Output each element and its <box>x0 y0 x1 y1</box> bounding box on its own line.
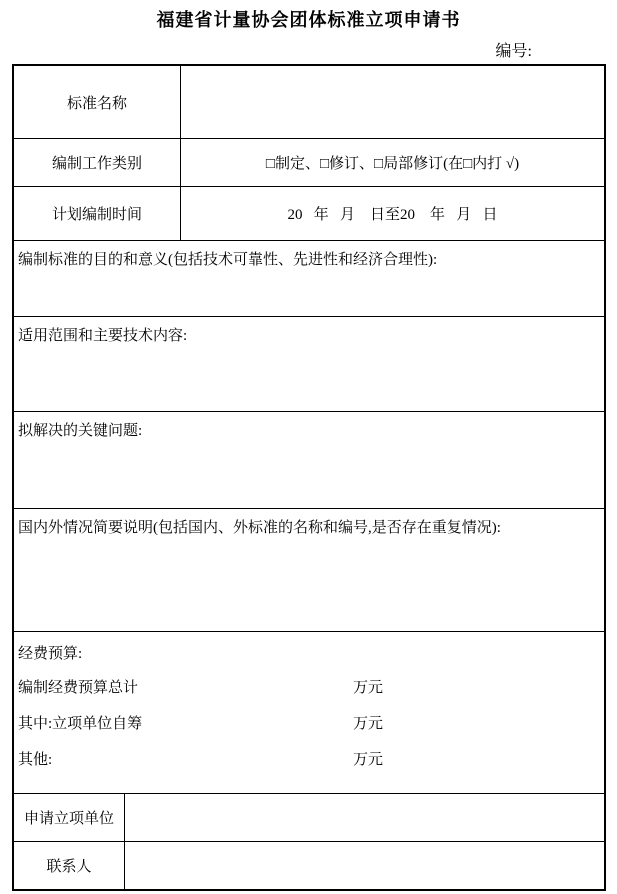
budget-total-unit: 万元 <box>353 680 384 696</box>
row-key-issues <box>14 412 604 509</box>
scope-field[interactable] <box>14 317 604 411</box>
contact-person-field[interactable] <box>125 842 604 889</box>
situation-label: 国内外情况简要说明(包括国内、外标准的名称和编号,是否存在重复情况): <box>18 520 501 536</box>
budget-other-unit: 万元 <box>353 752 384 768</box>
budget-other-label: 其他: <box>18 752 53 768</box>
budget-header: 经费预算: <box>18 646 83 662</box>
row-applicant-unit <box>14 794 604 842</box>
row-contact-person <box>14 842 604 889</box>
key-issues-field[interactable] <box>14 412 604 508</box>
applicant-unit-field[interactable] <box>125 794 604 841</box>
work-type-label: 编制工作类别 <box>14 139 181 186</box>
page-title: 福建省计量协会团体标准立项申请书 <box>156 10 461 30</box>
budget-self-raised-unit: 万元 <box>353 716 384 732</box>
budget-line-other[interactable] <box>18 742 596 778</box>
number-label: 编号: <box>495 43 532 60</box>
row-scope <box>14 317 604 412</box>
purpose-field[interactable] <box>14 241 604 316</box>
budget-total-label: 编制经费预算总计 <box>18 680 139 696</box>
plan-time-label: 计划编制时间 <box>14 187 181 240</box>
budget-field[interactable] <box>14 632 604 793</box>
purpose-label: 编制标准的目的和意义(包括技术可靠性、先进性和经济合理性): <box>18 252 438 268</box>
row-standard-name <box>14 66 604 139</box>
row-purpose <box>14 241 604 317</box>
scope-label: 适用范围和主要技术内容: <box>18 328 188 344</box>
row-situation <box>14 509 604 632</box>
row-budget <box>14 632 604 794</box>
key-issues-label: 拟解决的关键问题: <box>18 423 143 439</box>
budget-line-total[interactable] <box>18 670 596 706</box>
form-table <box>12 64 606 891</box>
application-form-page <box>0 8 617 894</box>
applicant-unit-label: 申请立项单位 <box>14 794 125 841</box>
standard-name-field[interactable] <box>181 66 604 138</box>
row-work-type <box>14 139 604 187</box>
budget-self-raised-label: 其中:立项单位自筹 <box>18 716 143 732</box>
plan-time-field[interactable]: 20 年 月 日至20 年 月 日 <box>287 207 498 223</box>
row-plan-time <box>14 187 604 241</box>
standard-name-label: 标准名称 <box>14 66 181 138</box>
situation-field[interactable] <box>14 509 604 631</box>
budget-line-self-raised[interactable] <box>18 706 596 742</box>
work-type-checkboxes[interactable]: □制定、□修订、□局部修订(在□内打 √) <box>265 156 520 172</box>
contact-person-label: 联系人 <box>14 842 125 889</box>
